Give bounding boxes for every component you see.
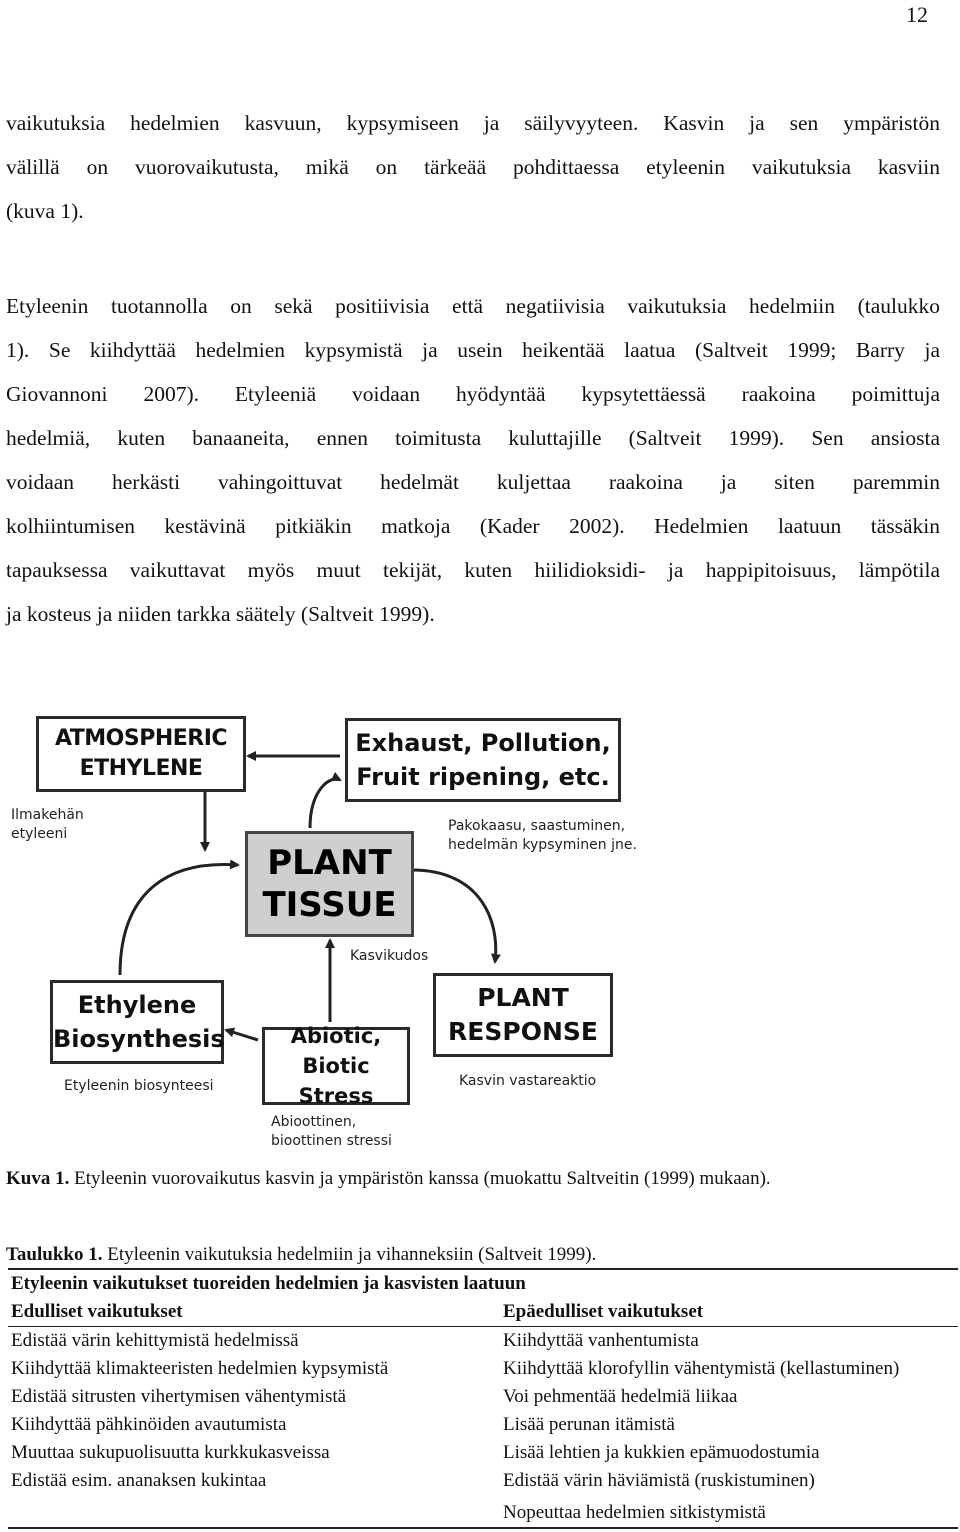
table-rule-top [8,1268,958,1270]
plant-tissue-fi-label: Kasvikudos [350,948,429,964]
paragraph-1 [6,101,940,233]
table-rule-bottom [8,1527,958,1529]
text-line: välillä on vuorovaikutusta, mikä on tärkeää pohdittaessa etyleenin vaikutuksia kasviin [6,155,940,179]
page-number: 12 [906,2,928,27]
text-line: hedelmiä, kuten banaaneita, ennen toimitusta kuluttajille (Saltveit 1999). Sen ansiosta [6,426,940,450]
table-cell-beneficial: Muuttaa sukupuolisuutta kurkkukasveissa [11,1442,330,1463]
box-label: ETHYLENE [79,756,203,781]
table-cell-harmful: Edistää värin häviämistä (ruskistuminen) [503,1470,815,1491]
atmospheric-ethylene-box [36,716,246,792]
table-cell-beneficial: Kiihdyttää klimakteeristen hedelmien kypsymistä [11,1358,389,1379]
table-cell-harmful: Lisää perunan itämistä [503,1414,675,1435]
exhaust-fi-label [448,817,637,855]
plant-response-fi-label: Kasvin vastareaktio [459,1073,597,1089]
ethylene-biosynthesis-box [50,980,224,1064]
table-cell-harmful: Voi pehmentää hedelmiä liikaa [503,1386,738,1407]
abiotic-stress-box [262,1024,410,1108]
arrow-abiotic-to-ethylene [226,1030,258,1040]
box-label: TISSUE [262,885,397,925]
plant-response-box [433,973,613,1057]
caption-label: Kuva 1. [6,1168,70,1189]
table-cell-harmful: Lisää lehtien ja kukkien epämuodostumia [503,1442,820,1463]
column-header-beneficial: Edulliset vaikutukset [11,1301,183,1322]
table-cell-beneficial: Edistää esim. ananaksen kukintaa [11,1470,267,1491]
text-line: voidaan herkästi vahingoittuvat hedelmät kuljettaa raakoina ja siten paremmin [6,470,940,494]
label-line: hedelmän kypsyminen jne. [448,837,637,853]
caption-text: Etyleenin vuorovaikutus kasvin ja ympäristön kanssa (muokattu Saltveitin (1999) mukaan). [69,1168,771,1189]
table-cell-beneficial: Edistää sitrusten vihertymisen vähentymistä [11,1386,347,1407]
table-caption-label: Taulukko 1. [6,1244,103,1265]
box-label: ATMOSPHERIC [54,726,228,751]
table-cell-harmful: Kiihdyttää klorofyllin vähentymistä (kellastuminen) [503,1358,900,1379]
text-line: kolhiintumisen kestävinä pitkiäkin matkoja (Kader 2002). Hedelmien laatuun tässäkin [6,514,940,538]
table-rule-header [8,1326,958,1327]
text-line: 1). Se kiihdyttää hedelmien kypsymistä ja usein heikentää laatua (Saltveit 1999; Barry ja [6,338,940,362]
box-label: Fruit ripening, etc. [356,763,610,791]
table-caption [6,1244,596,1266]
table-cell-beneficial: Kiihdyttää pähkinöiden avautumista [11,1414,287,1435]
exhaust-box [345,718,621,802]
box-label: PLANT [267,843,392,883]
box-label: Biosynthesis [53,1025,225,1053]
box-label: Biotic Stress [298,1054,374,1108]
column-header-harmful: Epäedulliset vaikutukset [503,1301,704,1322]
box-label: Ethylene [77,991,197,1019]
text-line: Etyleenin tuotannolla on sekä positiivisia että negatiivisia vaikutuksia hedelmiin (taulukko [6,294,940,318]
figure-caption [6,1168,771,1190]
label-line: Abioottinen, [271,1114,357,1130]
table-cell-beneficial: Edistää värin kehittymistä hedelmissä [11,1330,299,1351]
label-line: etyleeni [11,826,68,842]
atmospheric-ethylene-fi-label [11,806,84,844]
ethylene-biosynthesis-fi-label: Etyleenin biosynteesi [64,1078,214,1094]
arrow-ethylene-to-tissue [120,864,238,975]
label-line: Pakokaasu, saastuminen, [448,818,626,834]
table-cell-harmful: Nopeuttaa hedelmien sitkistymistä [503,1502,766,1523]
box-label: Abiotic, [290,1024,382,1048]
box-label: PLANT [477,983,569,1012]
box-label: RESPONSE [448,1017,598,1046]
plant-tissue-box [245,831,414,937]
text-line: ja kosteus ja niiden tarkka säätely (Saltveit 1999). [6,602,435,626]
table-title: Etyleenin vaikutukset tuoreiden hedelmien ja kasvisten laatuun [11,1273,526,1294]
text-line: vaikutuksia hedelmien kasvuun, kypsymiseen ja säilyvyyteen. Kasvin ja sen ympäristön [6,111,940,135]
table-caption-text: Etyleenin vaikutuksia hedelmiin ja vihanneksiin (Saltveit 1999). [102,1244,597,1265]
box-label: Exhaust, Pollution, [355,729,611,757]
ethylene-interaction-diagram [0,700,700,1160]
text-line: tapauksessa vaikuttavat myös muut tekijät, kuten hiilidioksidi- ja happipitoisuus, lämpötila [6,558,940,582]
paragraph-2 [6,284,940,636]
text-line: (kuva 1). [6,199,84,223]
label-line: Ilmakehän [11,807,84,823]
table-cell-harmful: Kiihdyttää vanhentumista [503,1330,699,1351]
abiotic-stress-fi-label [271,1113,392,1151]
arrow-tissue-to-exhaust [310,779,340,828]
text-line: Giovannoni 2007). Etyleeniä voidaan hyödyntää kypsytettäessä raakoina poimittuja [6,382,940,406]
label-line: bioottinen stressi [271,1133,392,1149]
